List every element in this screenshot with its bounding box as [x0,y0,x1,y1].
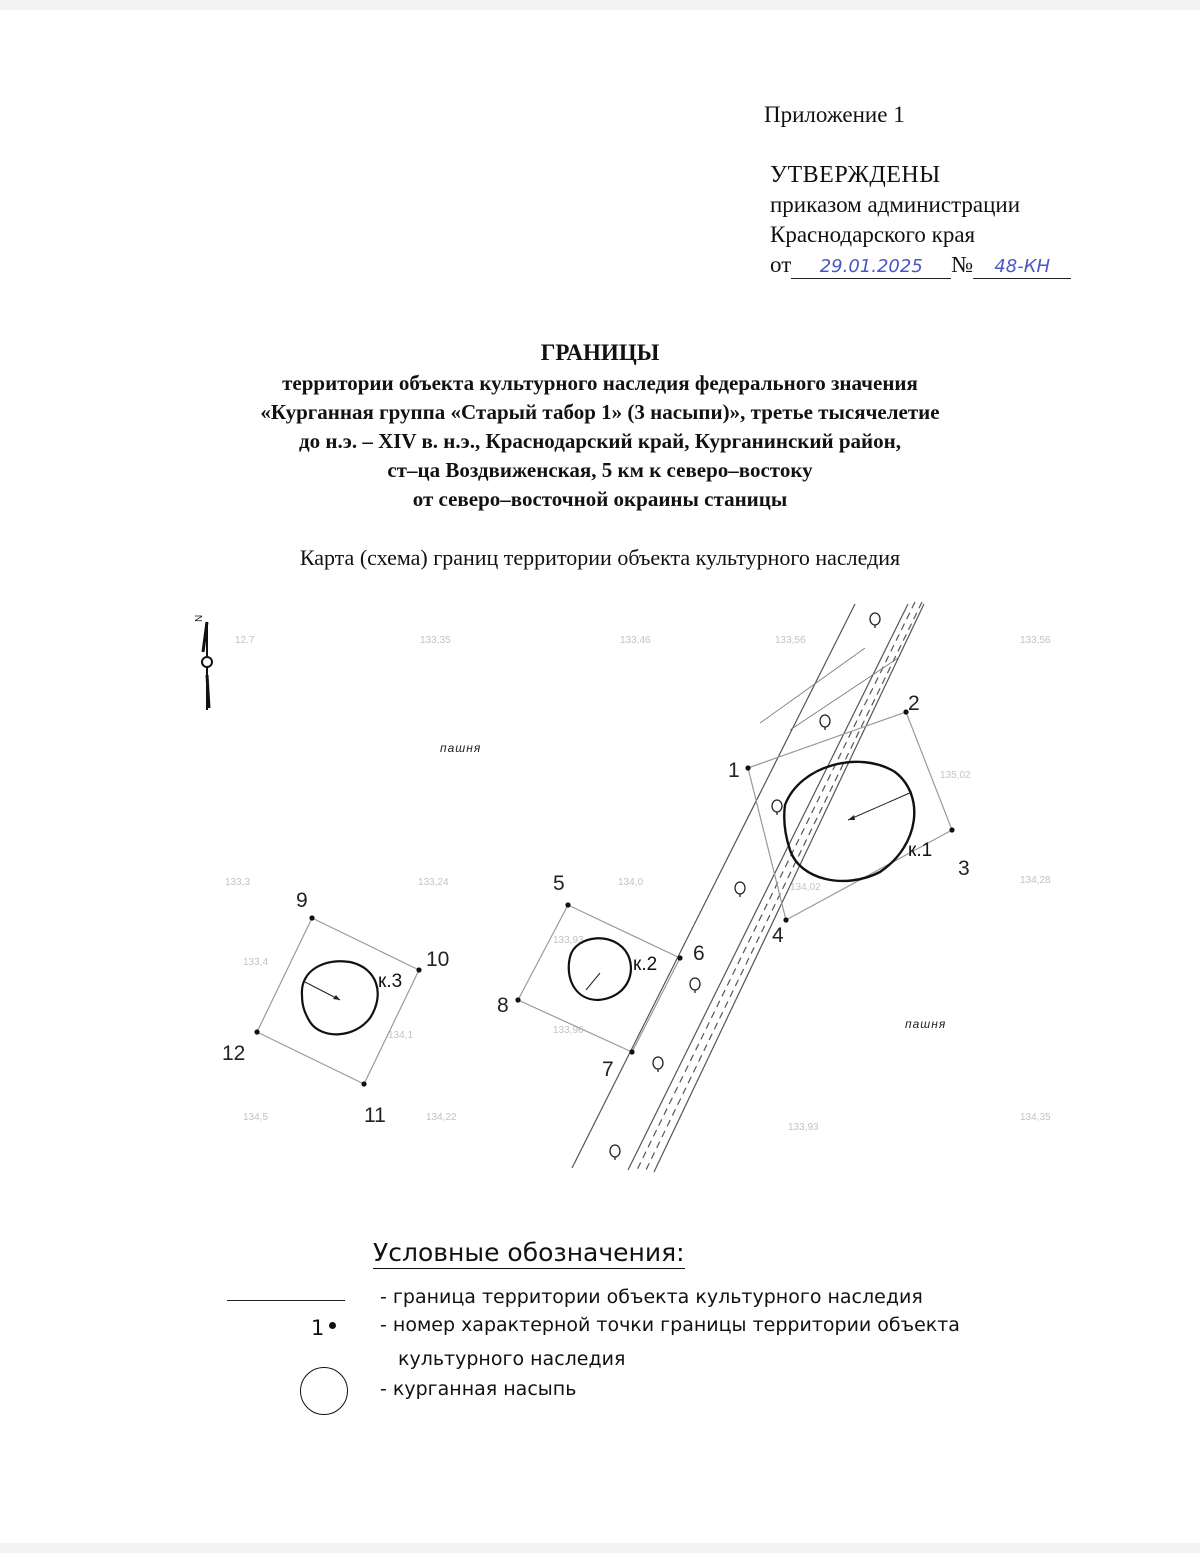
field-label: пашня [905,1017,947,1031]
elevation-mark: 133,93 [788,1122,819,1133]
north-letter: N [194,614,205,622]
legend-mound-circle-icon [300,1367,348,1415]
legend-boundary-text: - граница территории объекта культурного наследия [380,1286,923,1308]
scan-top-edge [0,0,1200,10]
title-line-5: от северо–восточной окраины станицы [412,487,788,511]
point-number: 5 [553,872,565,895]
boundary-k3 [257,918,419,1084]
date-prefix: от [770,252,792,277]
elevation-mark: 134,02 [790,882,821,893]
elevation-mark: 134,22 [426,1112,457,1123]
legend-mound-text: - курганная насыпь [380,1378,577,1400]
field-label: пашня [440,741,482,755]
point-number: 8 [497,994,509,1017]
road-strip [572,602,924,1174]
approved-heading: УТВЕРЖДЕНЫ [770,162,941,188]
elevation-mark: 134,5 [243,1112,269,1123]
order-number-handwritten: 48-КН [973,256,1071,279]
point-number: 12 [222,1042,246,1065]
number-prefix: № [951,252,974,277]
point-number: 6 [693,942,705,965]
elevation-mark: 135,02 [940,770,971,781]
tree-icon [610,613,880,1160]
elevation-mark: 133,96 [553,1025,584,1036]
legend-boundary-line-icon [227,1300,345,1301]
scan-bottom-edge [0,1543,1200,1553]
elevation-mark: 133,24 [418,877,449,888]
mound-k1 [784,762,914,881]
point-number: 1 [728,759,740,782]
elevation-mark: 134,0 [618,877,644,888]
point-number: 10 [426,948,450,971]
title-line-4: ст–ца Воздвиженская, 5 км к северо–востоку [387,458,813,482]
point-number: 9 [296,889,308,912]
legend-point-number: 1 [311,1316,325,1340]
title-line-3: до н.э. – XIV в. н.э., Краснодарский край, Курганинский район, [299,429,901,453]
point-number: 2 [908,692,920,715]
mound-k2 [569,938,631,1000]
mound-label: к.3 [378,971,403,992]
elevation-mark: 133,46 [620,635,651,646]
mound-label: к.1 [908,840,933,861]
legend-point-text-continued: культурного наследия [398,1348,626,1370]
elevation-mark: 134,35 [1020,1112,1051,1123]
point-number: 4 [772,924,784,947]
appendix-label: Приложение 1 [764,102,905,127]
document-title [150,338,1050,514]
boundary-k1 [748,712,952,920]
mound-k3 [302,961,378,1034]
map-subtitle: Карта (схема) границ территории объекта культурного наследия [299,545,901,570]
title-main: ГРАНИЦЫ [540,340,660,365]
title-line-1: территории объекта культурного наследия федерального значения [282,371,918,395]
order-date-line [770,250,1071,280]
elevation-mark: 134,28 [1020,875,1051,886]
north-arrow-icon [194,615,212,710]
legend-point-text: - номер характерной точки границы территории объекта [380,1314,960,1336]
legend-title: Условные обозначения: [373,1238,685,1267]
elevation-mark: 12.7 [235,635,255,646]
boundary-k2 [518,905,680,1052]
point-number: 11 [364,1104,386,1127]
point-number: 3 [958,857,970,880]
mound-label: к.2 [633,954,658,975]
point-number: 7 [602,1058,614,1081]
elevation-mark: 133,35 [420,635,451,646]
elevation-mark: 133,3 [225,877,251,888]
approval-block [770,160,1071,280]
elevation-mark: 133,93 [553,935,584,946]
elevation-mark: 133,56 [775,635,806,646]
elevation-mark: 134,1 [388,1030,414,1041]
order-date-handwritten: 29.01.2025 [791,256,951,279]
title-line-2: «Курганная группа «Старый табор 1» (3 насыпи)», третье тысячелетие [260,400,940,424]
elevation-mark: 133,56 [1020,635,1051,646]
boundary-point-markers [254,709,954,1086]
approved-by-order: приказом администрации [770,192,1021,217]
approving-authority: Краснодарского края [770,222,976,247]
boundary-map [0,590,1200,1190]
legend-point-icon [311,1316,336,1340]
elevation-mark: 133,4 [243,957,269,968]
